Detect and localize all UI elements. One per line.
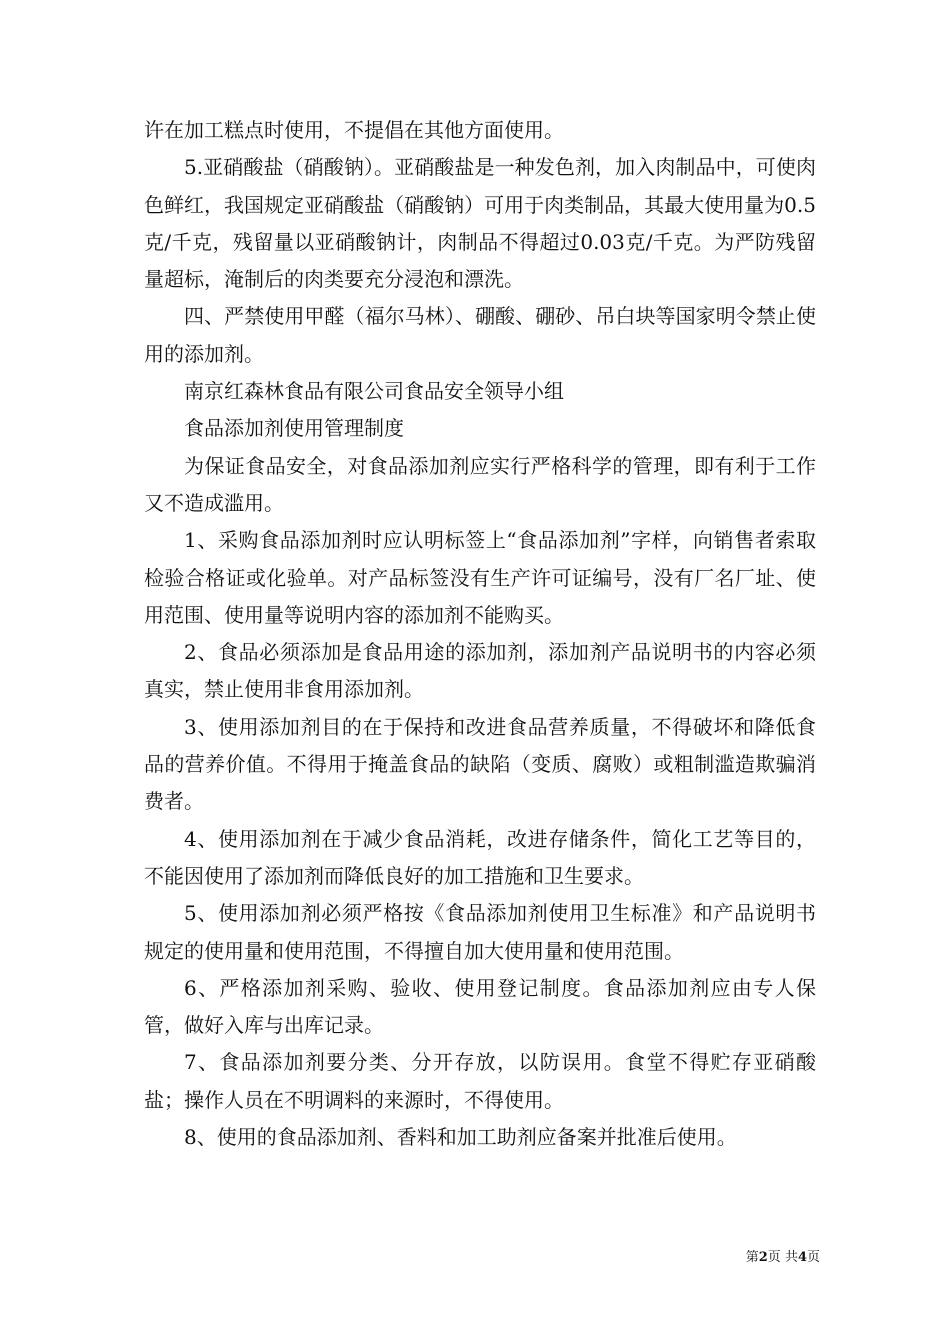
paragraph: 为保证食品安全，对食品添加剂应实行严格科学的管理，即有利于工作又不造成滥用。 [144, 453, 816, 515]
paragraph: 8、使用的食品添加剂、香料和加工助剂应备案并批准后使用。 [184, 1125, 737, 1150]
paragraph: 4、使用添加剂在于减少食品消耗，改进存储条件，简化工艺等目的，不能因使用了添加剂而降低良好的加工措施和卫生要求。 [144, 826, 816, 888]
document-body [144, 112, 816, 1156]
paragraph: 6、严格添加剂采购、验收、使用登记制度。食品添加剂应由专人保管，做好入库与出库记录。 [144, 975, 816, 1038]
paragraph: 2、食品必须添加是食品用途的添加剂，添加剂产品说明书的内容必须真实，禁止使用非食用添加剂。 [144, 640, 816, 702]
total-pages-number: 4 [797, 1250, 807, 1265]
paragraph: 许在加工糕点时使用，不提倡在其他方面使用。 [144, 118, 564, 142]
section-title: 食品添加剂使用管理制度 [184, 416, 404, 441]
footer-prefix: 第 [745, 1250, 759, 1265]
footer-middle: 页 共 [767, 1250, 798, 1265]
footer-suffix: 页 [806, 1250, 820, 1265]
paragraph: 3、使用添加剂目的在于保持和改进食品营养质量，不得破坏和降低食品的营养价值。不得用于掩盖食品的缺陷（变质、腐败）或粗制滥造欺骗消费者。 [144, 714, 816, 814]
paragraph: 5、使用添加剂必须严格按《食品添加剂使用卫生标准》和产品说明书规定的使用量和使用范围，不得擅自加大使用量和使用范围。 [144, 901, 816, 963]
paragraph: 5.亚硝酸盐（硝酸钠）。亚硝酸盐是一种发色剂，加入肉制品中，可使肉色鲜红，我国规定亚硝酸盐（硝酸钠）可用于肉类制品，其最大使用量为0.5克/千克，残留量以亚硝酸钠计，肉制品不得超过0.03克/千克。为严防残留量超标，淹制后的肉类要充分浸泡和漂洗。 [144, 155, 816, 292]
paragraph: 7、食品添加剂要分类、分开存放，以防误用。食堂不得贮存亚硝酸盐；操作人员在不明调料的来源时，不得使用。 [144, 1050, 816, 1112]
paragraph: 1、采购食品添加剂时应认明标签上“食品添加剂”字样，向销售者索取检验合格证或化验单。对产品标签没有生产许可证编号，没有厂名厂址、使用范围、使用量等说明内容的添加剂不能购买。 [144, 528, 816, 627]
paragraph: 四、严禁使用甲醛（福尔马林）、硼酸、硼砂、吊白块等国家明令禁止使用的添加剂。 [144, 304, 816, 366]
organization-name: 南京红森林食品有限公司食品安全领导小组 [184, 379, 564, 404]
page-footer [690, 1246, 820, 1265]
current-page-number: 2 [758, 1250, 768, 1265]
